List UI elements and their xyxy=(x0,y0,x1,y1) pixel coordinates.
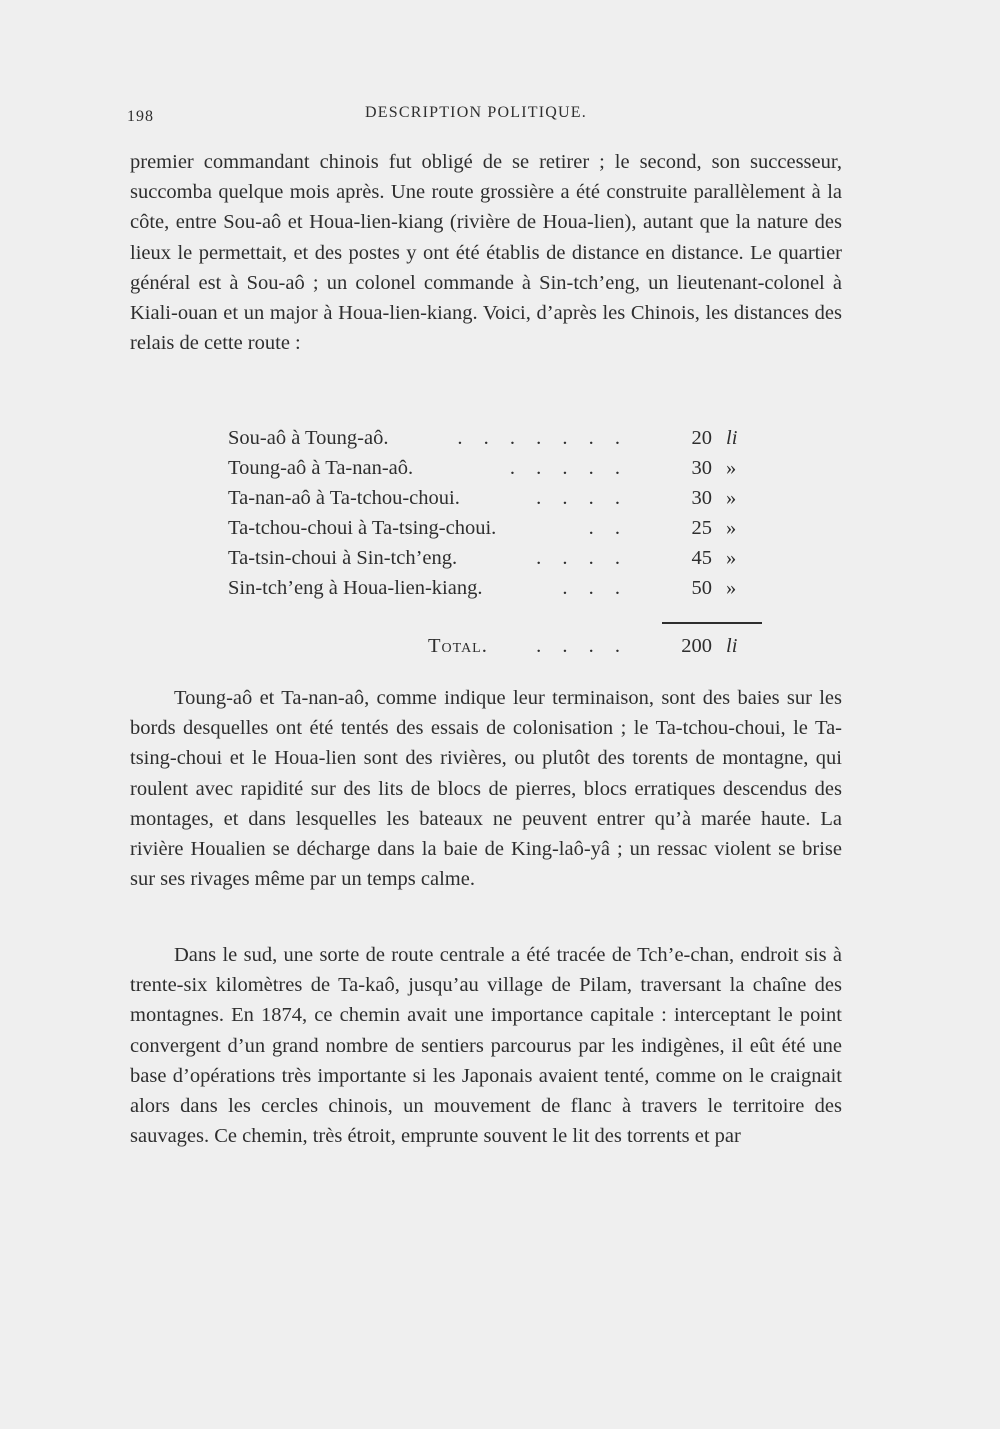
total-unit: li xyxy=(726,635,738,657)
table-row xyxy=(228,453,768,483)
leader-dots: . . xyxy=(588,517,628,539)
table-row xyxy=(228,543,768,573)
relay-distance-table xyxy=(228,423,768,603)
relay-unit: » xyxy=(726,547,737,569)
table-row xyxy=(228,423,768,453)
relay-unit: » xyxy=(726,517,737,539)
table-row xyxy=(228,483,768,513)
leader-dots: . . . . . . . xyxy=(457,427,628,449)
total-distance: 200 xyxy=(681,635,712,657)
relay-distance: 30 xyxy=(691,457,712,479)
relay-unit: li xyxy=(726,427,738,449)
relay-unit: » xyxy=(726,487,737,509)
relay-route: Sou-aô à Toung-aô. xyxy=(228,427,389,449)
relay-route: Toung-aô à Ta-nan-aô. xyxy=(228,457,414,479)
leader-dots: . . . xyxy=(562,577,628,599)
relay-unit: » xyxy=(726,577,737,599)
page-number: 198 xyxy=(127,108,154,125)
relay-distance: 30 xyxy=(691,487,712,509)
relay-route: Ta-nan-aô à Ta-tchou-choui. xyxy=(228,487,460,509)
relay-unit: » xyxy=(726,457,737,479)
leader-dots: . . . . xyxy=(536,547,628,569)
relay-distance: 25 xyxy=(691,517,712,539)
leader-dots: . . . . . xyxy=(509,457,628,479)
relay-distance: 50 xyxy=(691,577,712,599)
relay-distance: 45 xyxy=(691,547,712,569)
paragraph-southern-route: Dans le sud, une sorte de route centrale a été tracée de Tch’e-chan, endroit sis à trente-six kilomètres de Ta-kaô, jusqu’au village de Pilam, traversant la chaîne des montagnes. En 1874, ce chemin avait une importance capitale : interceptant le point convergent d’un grand nombre de sentiers parcourus par les indigènes, il eût été une base d’opérations très importante si les Japonais avaient tenté, comme on le craignait alors dans les cercles chinois, un mouvement de flanc à travers le territoire des sauvages. Ce chemin, très étroit, emprunte souvent le lit des torrents et par xyxy=(130,944,842,1148)
total-row xyxy=(228,631,768,661)
leader-dots: . . . . xyxy=(536,487,628,509)
relay-route: Ta-tchou-choui à Ta-tsing-choui. xyxy=(228,517,497,539)
relay-route: Ta-tsin-choui à Sin-tch’eng. xyxy=(228,547,458,569)
total-rule-divider xyxy=(662,622,762,624)
leader-dots: . . . . xyxy=(536,635,628,657)
running-title: DESCRIPTION POLITIQUE. xyxy=(365,104,587,121)
total-label: Total. xyxy=(428,635,488,657)
table-row xyxy=(228,513,768,543)
table-row xyxy=(228,573,768,603)
paragraph-bays-rivers: Toung-aô et Ta-nan-aô, comme indique leur terminaison, sont des baies sur les bords desquelles ont été tentés des essais de colonisation ; le Ta-tchou-choui, le Ta-tsing-choui et le Houa-lien sont des rivières, ou plutôt des torents de montagne, qui roulent avec rapidité sur des lits de blocs de pierres, blocs erratiques descendus des montages, et dans lesquelles les bateaux ne peuvent entrer qu’à marée haute. La rivière Houalien se décharge dans la baie de King-laô-yâ ; un ressac violent se brise sur ses rivages même par un temps calme. xyxy=(130,687,842,891)
relay-route: Sin-tch’eng à Houa-lien-kiang. xyxy=(228,577,483,599)
relay-distance: 20 xyxy=(691,427,712,449)
running-header xyxy=(127,104,589,130)
paragraph-intro: premier commandant chinois fut obligé de se retirer ; le second, son successeur, succomba quelque mois après. Une route grossière a été construite parallèlement à la côte, entre Sou-aô et Houa-lien-kiang (rivière de Houa-lien), autant que la nature des lieux le permettait, et des postes y ont été établis de distance en distance. Le quartier général est à Sou-aô ; un colonel commande à Sin-tch’eng, un lieutenant-colonel à Kiali-ouan et un major à Houa-lien-kiang. Voici, d’après les Chinois, les distances des relais de cette route : xyxy=(130,151,842,355)
